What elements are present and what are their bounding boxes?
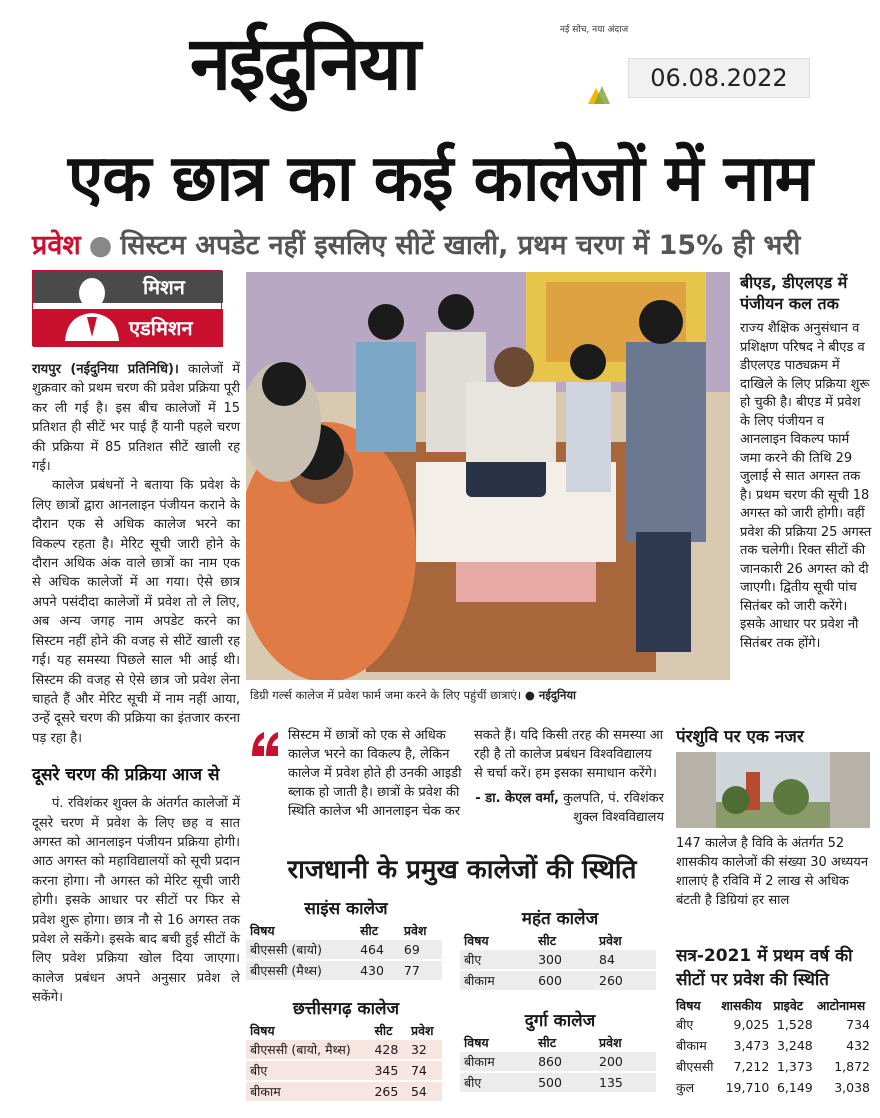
mission-admission-badge [32, 270, 222, 346]
table-row [246, 1081, 442, 1102]
science-college-title: साइंस कालेज [304, 899, 388, 919]
news-photo [246, 272, 730, 680]
university-glance-body: 147 कालेज है विवि के अंतर्गत 52 शासकीय कालेजों की संख्या 30 अध्ययन शालाएं है रविवि में 2 लाख से अधिक बंटती है डिग्रियां हर साल [676, 836, 869, 908]
students-photo-illustration [246, 272, 730, 680]
bed-dled-heading: बीएड, डीएलएड में पंजीयन कल तक [740, 273, 848, 313]
col-header-admission: प्रवेश [410, 1023, 434, 1038]
col-header-subject: विषय [464, 1035, 489, 1050]
table-cell: 428 [370, 1040, 406, 1060]
colleges-status-heading: राजधानी के प्रमुख कालेजों की स्थिति [287, 855, 637, 885]
table-cell: 1,373 [771, 1056, 814, 1077]
durga-college-table [460, 1008, 660, 1094]
table-cell: 345 [370, 1060, 406, 1081]
subhead-kicker: प्रवेश [32, 230, 81, 261]
table-cell: 3,248 [771, 1035, 814, 1056]
university-photo [676, 752, 870, 828]
col-header-subject: विषय [250, 923, 275, 938]
caption-credit: ● नईदुनिया [524, 688, 576, 702]
table-cell: 54 [407, 1081, 442, 1102]
col-header-seats: सीट [374, 1023, 393, 1038]
table-cell: 734 [815, 1015, 872, 1035]
table-cell: 77 [400, 960, 442, 981]
table-cell: 69 [400, 940, 442, 960]
chhattisgarh-college-table [246, 996, 446, 1103]
table-cell: बीकाम [246, 1081, 370, 1102]
chhattisgarh-college-title: छत्तीसगढ़ कालेज [292, 999, 400, 1019]
quote-text-2: सकते हैं। यदि किसी तरह की समस्या आ रही है तो कालेज प्रबंधन विश्वविद्यालय से चर्चा करें। हम इसका समाधान करेंगे। [474, 728, 664, 781]
table-cell: बीएससी (बायो, मैथ्स) [246, 1040, 370, 1060]
table-row [674, 1077, 872, 1098]
table-cell: 430 [356, 960, 400, 981]
mahant-college-table [460, 906, 660, 992]
table-cell: 6,149 [771, 1077, 814, 1098]
table-cell: 3,038 [815, 1077, 872, 1098]
table-cell: बीकाम [460, 1052, 534, 1072]
col-header-govt: शासकीय [721, 998, 762, 1013]
col-header-admission: प्रवेश [403, 923, 427, 938]
subheadline [32, 228, 872, 264]
table-cell: कुल [674, 1077, 719, 1098]
col-header-admission: प्रवेश [599, 1035, 622, 1050]
table-cell: 1,528 [771, 1015, 814, 1035]
table-cell: 3,473 [719, 1035, 771, 1056]
table-cell: बीएससी (मैथ्स) [246, 960, 356, 981]
session-2021-heading: सत्र-2021 में प्रथम वर्ष की सीटों पर प्रवेश की स्थिति [676, 946, 853, 990]
table-cell: 260 [595, 970, 656, 991]
issue-date: 06.08.2022 [628, 58, 810, 98]
table-row [246, 1040, 442, 1060]
story-para-2: कालेज प्रबंधनों ने बताया कि प्रवेश के लिए छात्रों द्वारा आनलाइन पंजीयन कराने के दौरान एक से अधिक कालेज भरने का विकल्प रहता है। मेरिट सूची जारी होने के दौरान अधिक अंक वाले छात्रों का नाम एक से अधिक कालेजों में आ गया। ऐसे छात्र अपने पसंदीदा कालेजों में प्रवेश तो ले लिए, अब अन्य जगह नाम अपडेट करने का सिस्टम नहीं होने की वजह से सीटें खाली रह गई। यह समस्या पिछले साल भी आई थी। सिस्टम की वजह से ऐसे छात्र जो प्रवेश लेना चाहते हैं और मेरिट सूची में नाम नहीं आया, उन्हें दूसरे चरण की प्रक्रिया का इंतजार करना पड़ रहा है। [32, 478, 240, 746]
table-cell: 9,025 [719, 1015, 771, 1035]
table-cell: 265 [370, 1081, 406, 1102]
main-story-column [32, 360, 240, 1008]
table-cell: 84 [595, 950, 656, 970]
mahant-college-title: महंत कालेज [521, 909, 599, 929]
quote-block [250, 726, 462, 821]
table-cell: 500 [534, 1072, 595, 1093]
university-gate-illustration [676, 752, 870, 828]
table-cell: बीकाम [460, 970, 534, 991]
table-row [460, 970, 656, 991]
table-row [246, 960, 442, 981]
table-cell: बीएससी [674, 1056, 719, 1077]
col-header-seats: सीट [538, 933, 557, 948]
table-cell: बीए [460, 950, 534, 970]
table-row [460, 1072, 656, 1093]
quote-block-continued [474, 726, 664, 827]
masthead-logo: नईदुनिया [190, 21, 420, 107]
table-cell: बीए [674, 1015, 719, 1035]
table-cell: बीए [460, 1072, 534, 1093]
col-header-private: प्राइवेट [773, 998, 804, 1013]
table-cell: बीएससी (बायो) [246, 940, 356, 960]
table-cell: 1,872 [815, 1056, 872, 1077]
caption-text: डिग्री गर्ल्स कालेज में प्रवेश फार्म जमा करने के लिए पहुंचीं छात्राएं। [250, 688, 522, 702]
col-header-subject: विषय [676, 998, 701, 1013]
table-cell: 74 [407, 1060, 442, 1081]
table-row [460, 1052, 656, 1072]
col-header-autonomous: आटोनामस [816, 998, 866, 1013]
table-cell: 464 [356, 940, 400, 960]
person-icon [63, 277, 121, 341]
quote-author-role: कुलपति, पं. रविशंकर शुक्ल विश्वविद्यालय [563, 791, 664, 825]
bed-dled-body: राज्य शैक्षिक अनुसंधान व प्रशिक्षण परिषद ने बीएड व डीएलएड पाठ्यक्रम में दाखिले के लिए प्रक्रिया शुरू हो चुकी है। बीएड में प्रवेश के लिए पंजीयन व आनलाइन विकल्प फार्म जमा करने की तिथि 29 जुलाई से सात अगस्त तक है। प्रथम चरण की सूची 18 अगस्त को जारी होगी। वहीं प्रवेश की प्रक्रिया 25 अगस्त तक चलेगी। रिक्त सीटों की जानकारी 26 अगस्त को दी जाएगी। द्वितीय सूची पांच सितंबर को जारी करेंगे। इसके आधार पर प्रवेश नौ सितंबर तक होंगे। [740, 321, 872, 651]
table-cell: 200 [595, 1052, 656, 1072]
dateline: रायपुर (नईदुनिया प्रतिनिधि)। [32, 362, 179, 377]
quote-text-1: सिस्टम में छात्रों को एक से अधिक कालेज भरने का विकल्प है, लेकिन कालेज में प्रवेश होते ही उनकी आइडी ब्लाक हो जाती है। छात्रों के प्रवेश की स्थिति कालेज भी आनलाइन चेक कर [288, 728, 462, 819]
story-para-1: कालेजों में शुक्रवार को प्रथम चरण की प्रवेश प्रक्रिया पूरी कर ली गई है। इस बीच कालेजों में 15 प्रतिशत ही सीटें भर पाई हैं यानी पहले चरण की प्रक्रिया में 85 प्रतिशत सीटें खाली रह गई। [32, 362, 241, 475]
col-header-subject: विषय [250, 1023, 275, 1038]
table-cell: 600 [534, 970, 595, 991]
col-header-seats: सीट [538, 1035, 557, 1050]
session-2021-table [674, 996, 874, 1099]
triangle-logo-icon [588, 84, 610, 104]
table-row [246, 940, 442, 960]
col-header-admission: प्रवेश [599, 933, 622, 948]
masthead-tagline: नई सोच, नया अंदाज [560, 25, 629, 35]
table-cell: बीकाम [674, 1035, 719, 1056]
subhead-text: सिस्टम अपडेट नहीं इसलिए सीटें खाली, प्रथम चरण में 15% ही भरी [120, 230, 801, 261]
photo-caption [250, 688, 730, 703]
col-header-seats: सीट [360, 923, 379, 938]
table-cell: 300 [534, 950, 595, 970]
table-cell: 7,212 [719, 1056, 771, 1077]
col-header-subject: विषय [464, 933, 489, 948]
quote-author: - डा. केएल वर्मा, [475, 791, 559, 806]
table-row [674, 1035, 872, 1056]
table-row [460, 950, 656, 970]
table-cell: 860 [534, 1052, 595, 1072]
table-row [674, 1056, 872, 1077]
table-cell: 32 [407, 1040, 442, 1060]
mission-label: मिशन [33, 271, 223, 303]
table-cell: 432 [815, 1035, 872, 1056]
table-row [674, 1015, 872, 1035]
table-cell: 135 [595, 1072, 656, 1093]
university-glance-heading: पंरशुवि पर एक नजर [676, 727, 804, 747]
quote-mark-icon [250, 730, 280, 758]
table-cell: बीए [246, 1060, 370, 1081]
story-para-3: पं. रविशंकर शुक्ल के अंतर्गत कालेजों में दूसरे चरण में प्रवेश के लिए छह व सात अगस्त को आनलाइन पंजीयन प्रक्रिया होगी। आठ अगस्त को महाविद्यालयों को सूची प्रदान करना होगा। नौ अगस्त को मेरिट सूची जारी होगी। इसके आधार पर सीटों पर फिर से प्रवेश शुरू होगा। छात्र नौ से 16 अगस्त तक प्रवेश ले सकेंगे। इसके बाद बची हुई सीटों के लिए प्रवेश प्रक्रिया खोल दिया जाएगा। कालेज प्रबंधन अपने अनुसार प्रवेश ले सकेंगे। [32, 796, 240, 1006]
quote-attribution [474, 789, 664, 827]
table-cell: 19,710 [719, 1077, 771, 1098]
bullet-icon: ● [88, 230, 113, 261]
second-phase-heading: दूसरे चरण की प्रक्रिया आज से [32, 765, 220, 786]
durga-college-title: दुर्गा कालेज [524, 1011, 596, 1031]
table-row [246, 1060, 442, 1081]
headline: एक छात्र का कई कालेजों में नाम [67, 142, 813, 216]
science-college-table [246, 896, 446, 982]
admission-label: एडमिशन [33, 309, 223, 347]
